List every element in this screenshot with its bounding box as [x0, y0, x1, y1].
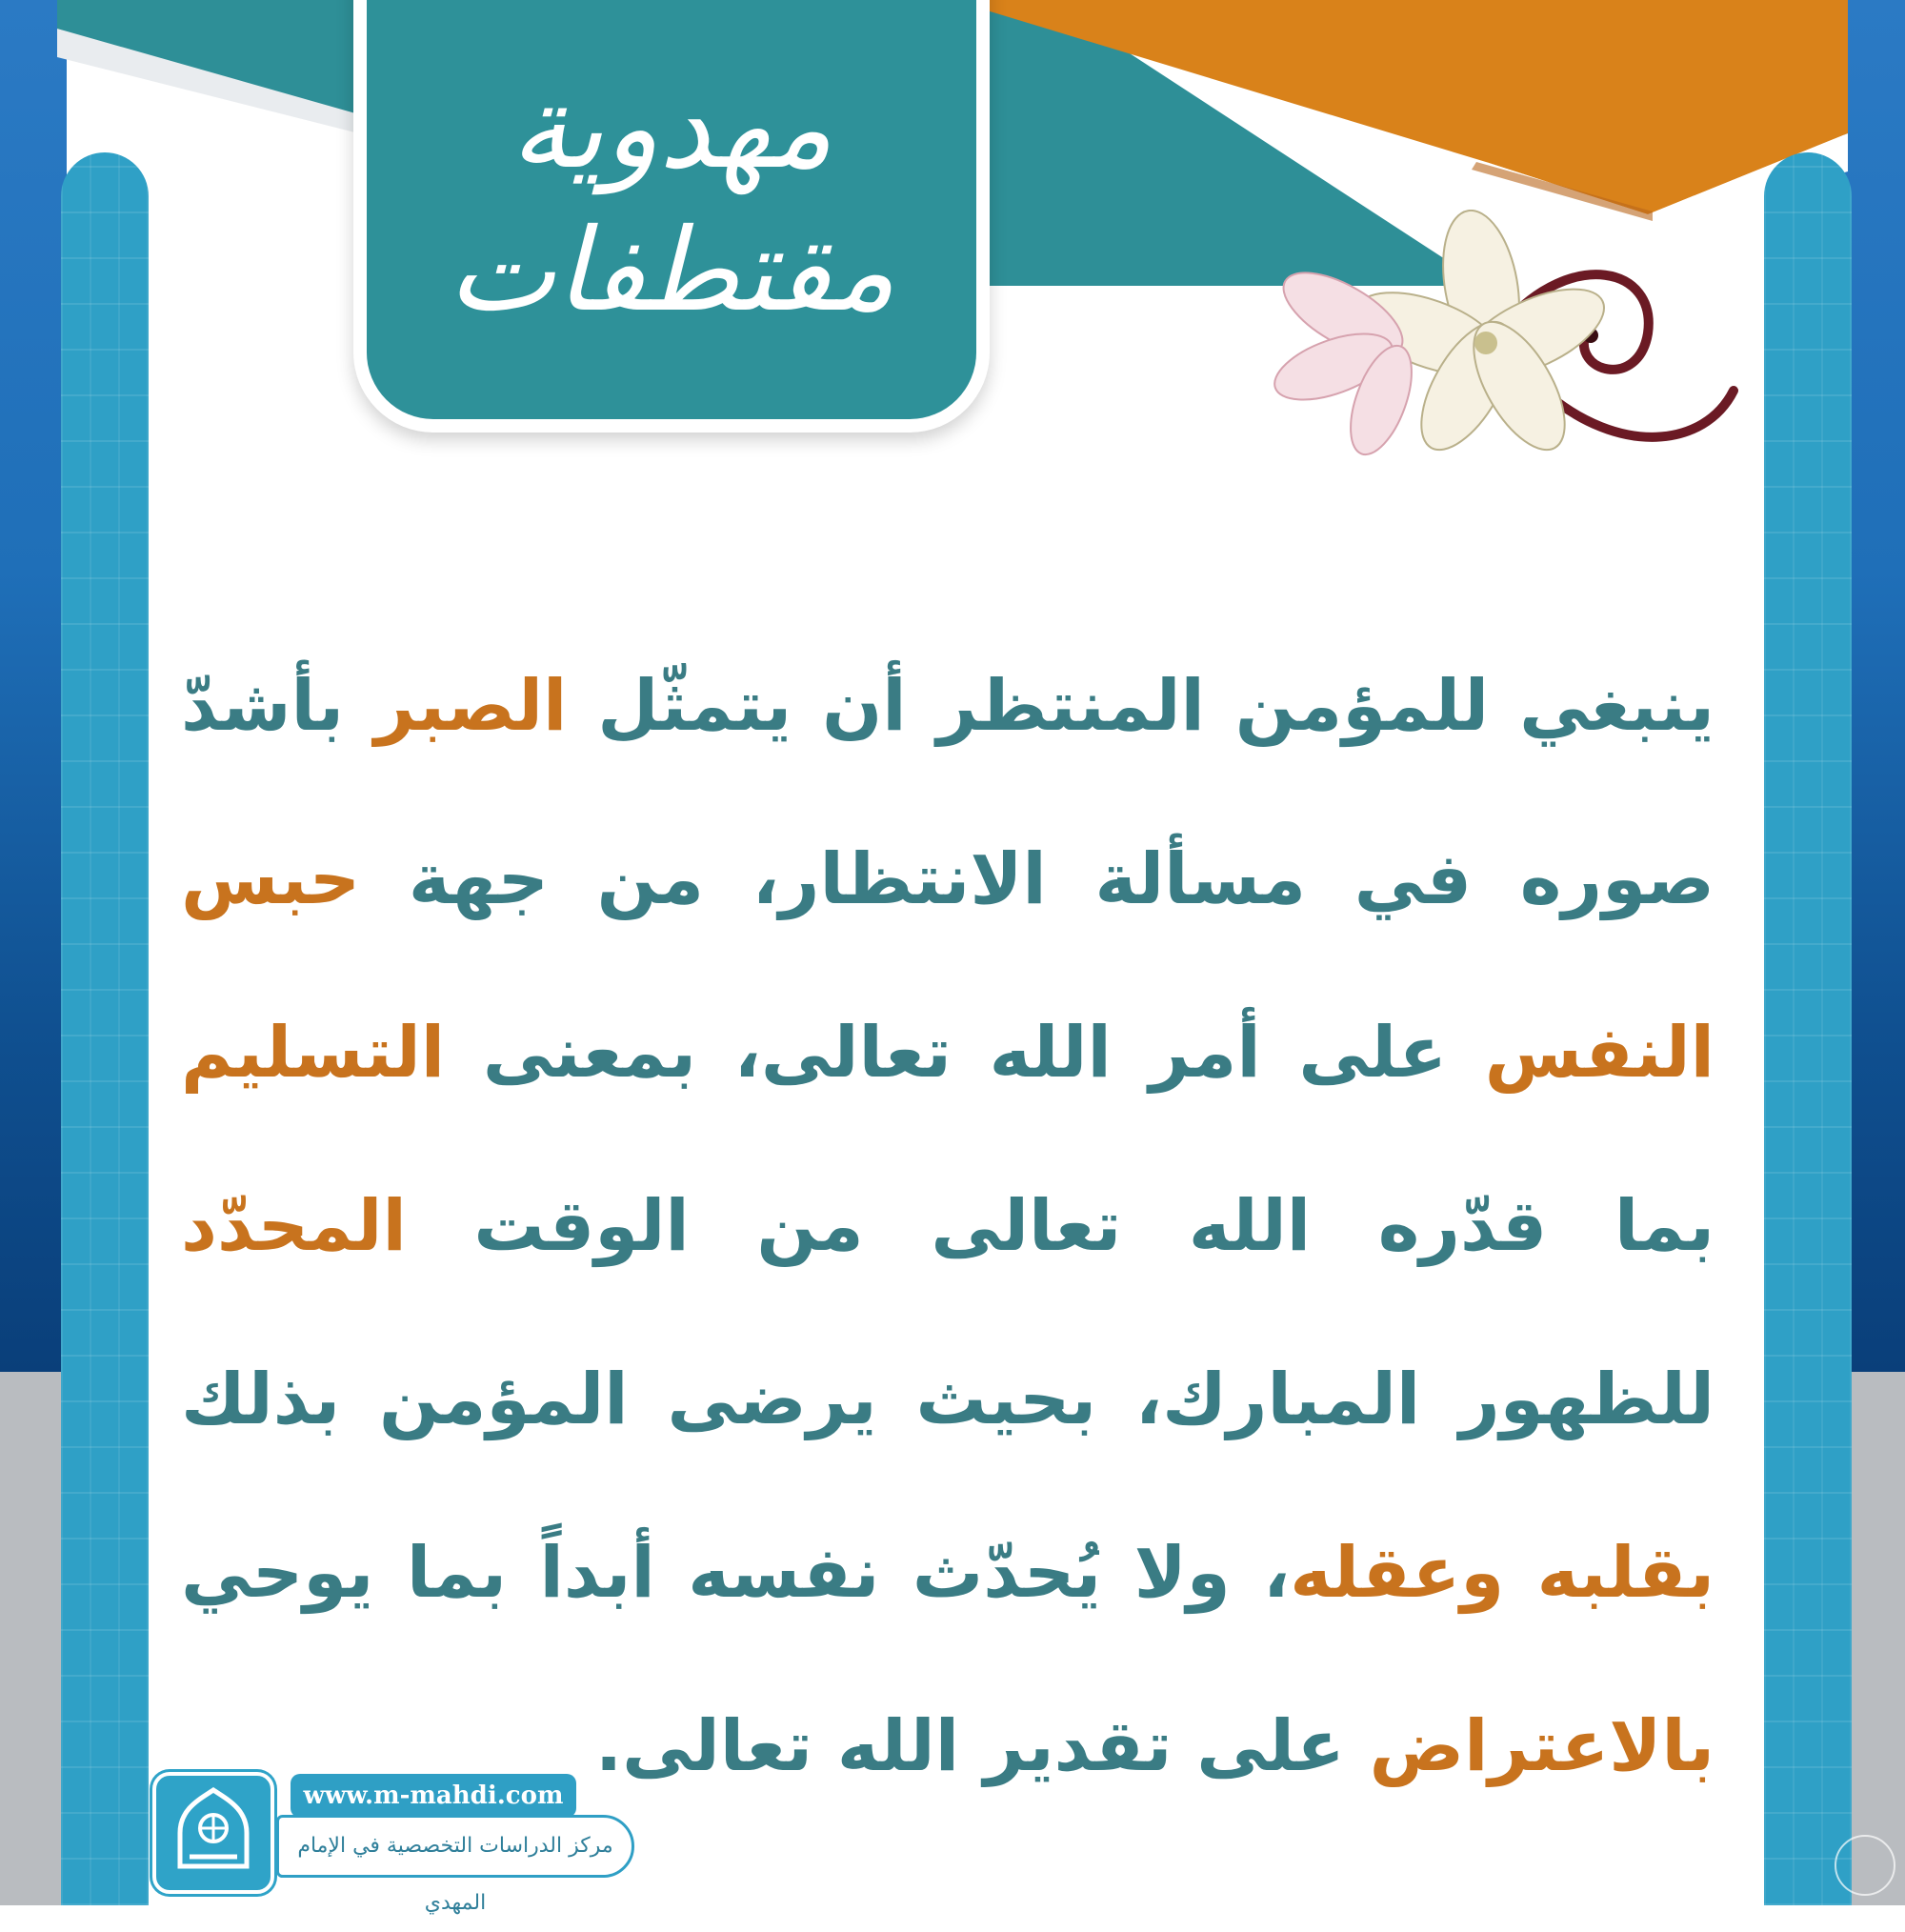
watermark-seal-icon: [1835, 1835, 1895, 1896]
highlight-submission: التسليم: [181, 1012, 446, 1094]
highlight-objection: بالاعتراض: [1369, 1705, 1714, 1787]
highlight-heart-and-mind: بقلبه وعقله: [1290, 1532, 1714, 1614]
text-segment: ، ولا يُحدّث نفسه أبداً بما يوحي: [181, 1532, 1291, 1614]
organization-name: مركز الدراسات التخصصية في الإمام المهدي: [276, 1815, 634, 1878]
text-segment: ينبغي للمؤمن المنتظر أن يتمثّل: [567, 665, 1714, 747]
text-segment: على تقدير الله تعالى.: [594, 1705, 1370, 1787]
highlight-appointed: المحدّد: [181, 1185, 407, 1267]
title-line-1: مهدوية: [510, 62, 833, 194]
mosque-logo-icon: [152, 1772, 274, 1894]
title-line-2: مقتطفات: [448, 205, 895, 337]
text-segment: بما قدّره الله تعالى من الوقت: [406, 1185, 1714, 1267]
right-ornamental-column: [1764, 152, 1852, 1905]
highlight-patience: الصبر: [374, 665, 568, 747]
text-segment: على أمر الله تعالى، بمعنى: [445, 1012, 1485, 1094]
website-url[interactable]: www.m-mahdi.com: [291, 1774, 576, 1818]
title-badge-text: [381, 57, 962, 343]
left-ornamental-column: [61, 152, 149, 1905]
text-segment: بأشدّ صوره في مسألة الانتظار، من جهة: [181, 665, 1714, 920]
highlight-self-restraint: حبس النفس: [181, 838, 1714, 1094]
quote-paragraph: [181, 619, 1714, 1833]
globe-icon: [156, 1776, 271, 1890]
flower-ornament-icon: [1257, 210, 1753, 476]
text-segment: للظهور المبارك، بحيث يرضى المؤمن بذلك: [181, 1358, 1714, 1440]
